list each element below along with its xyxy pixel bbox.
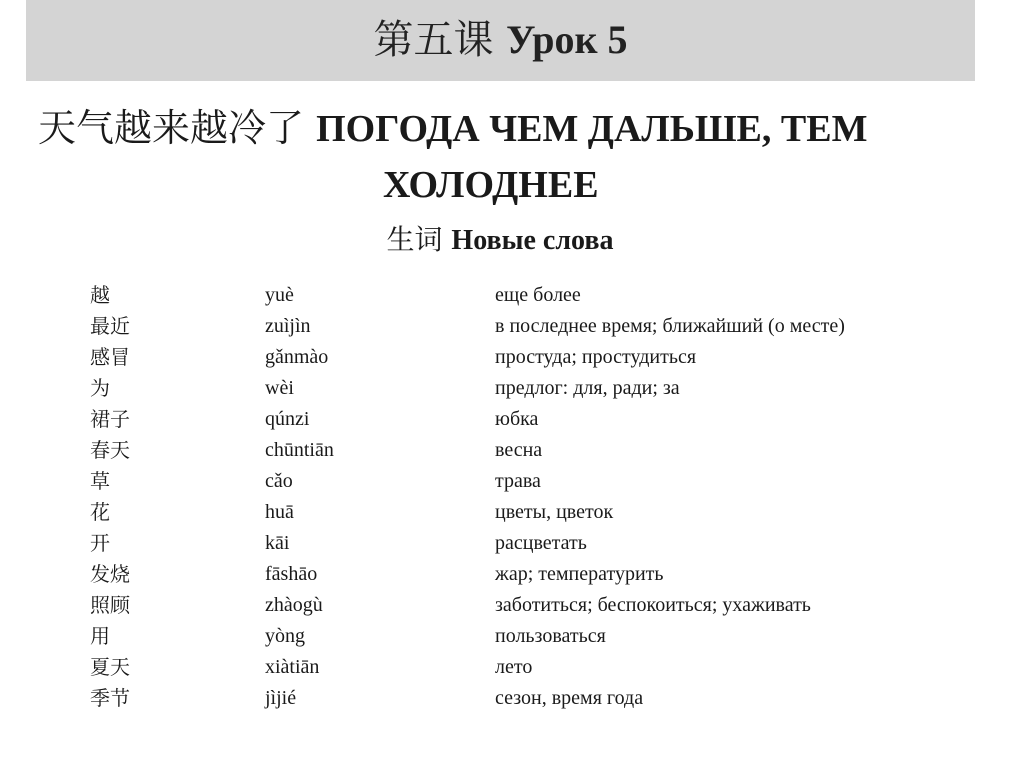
- lesson-title-russian-line1: ПОГОДА ЧЕМ ДАЛЬШЕ, ТЕМ: [316, 108, 868, 150]
- vocab-pinyin: qúnzi: [265, 408, 310, 430]
- vocab-pinyin: huā: [265, 501, 294, 523]
- vocab-row: [90, 528, 970, 559]
- vocab-pinyin: yòng: [265, 625, 305, 647]
- page-title: [26, 16, 975, 64]
- lesson-title: [38, 100, 988, 213]
- vocab-row: [90, 311, 970, 342]
- vocab-meaning: простуда; простудиться: [495, 346, 697, 368]
- vocab-meaning: цветы, цветок: [495, 501, 614, 523]
- vocab-hanzi: 花: [90, 500, 110, 524]
- vocab-hanzi: 最近: [90, 314, 130, 338]
- vocab-row: [90, 466, 970, 497]
- vocab-meaning: предлог: для, ради; за: [495, 377, 680, 399]
- vocab-meaning: трава: [495, 470, 541, 492]
- vocab-row: [90, 559, 970, 590]
- vocab-row: [90, 404, 970, 435]
- vocab-meaning: пользоваться: [495, 625, 606, 647]
- vocab-meaning: лето: [495, 656, 533, 678]
- vocab-pinyin: wèi: [265, 377, 294, 399]
- vocab-meaning: расцветать: [495, 532, 587, 554]
- vocab-row: [90, 621, 970, 652]
- vocab-row: [90, 652, 970, 683]
- vocab-hanzi: 裙子: [90, 407, 130, 431]
- vocab-hanzi: 为: [90, 376, 110, 400]
- vocabulary-list: [90, 280, 970, 714]
- vocab-pinyin: xiàtiān: [265, 656, 320, 678]
- vocab-hanzi: 发烧: [90, 562, 130, 586]
- vocab-hanzi: 季节: [90, 686, 130, 710]
- vocab-row: [90, 280, 970, 311]
- vocab-hanzi: 夏天: [90, 655, 130, 679]
- vocab-hanzi: 用: [90, 624, 110, 648]
- vocab-pinyin: yuè: [265, 284, 294, 306]
- vocab-row: [90, 683, 970, 714]
- vocab-meaning: жар; температурить: [495, 563, 664, 585]
- lesson-title-chinese: 天气越来越冷了: [38, 106, 305, 150]
- vocab-meaning: еще более: [495, 284, 581, 306]
- vocab-meaning: весна: [495, 439, 543, 461]
- vocab-hanzi: 春天: [90, 438, 130, 462]
- page-title-russian: Урок 5: [506, 17, 628, 62]
- header-bar: [26, 0, 975, 81]
- vocab-row: [90, 435, 970, 466]
- vocab-row: [90, 497, 970, 528]
- vocab-hanzi: 越: [90, 283, 110, 307]
- vocab-hanzi: 感冒: [90, 345, 130, 369]
- vocab-pinyin: chūntiān: [265, 439, 334, 461]
- vocab-row: [90, 590, 970, 621]
- vocab-pinyin: gǎnmào: [265, 346, 329, 368]
- vocab-row: [90, 373, 970, 404]
- vocab-meaning: сезон, время года: [495, 687, 644, 709]
- vocab-pinyin: zhàogù: [265, 594, 323, 616]
- vocab-pinyin: kāi: [265, 532, 290, 554]
- vocab-meaning: юбка: [495, 408, 539, 430]
- section-title-chinese: 生词: [386, 223, 443, 256]
- page-title-chinese: 第五课: [373, 17, 494, 63]
- vocab-pinyin: cǎo: [265, 470, 293, 492]
- vocab-meaning: в последнее время; ближайший (о месте): [495, 315, 845, 337]
- vocab-hanzi: 照顾: [90, 593, 130, 617]
- lesson-title-russian-line2: ХОЛОДНЕЕ: [383, 164, 599, 206]
- vocab-meaning: заботиться; беспокоиться; ухаживать: [495, 594, 811, 616]
- vocab-pinyin: zuìjìn: [265, 315, 311, 337]
- vocab-pinyin: jìjié: [265, 687, 297, 709]
- vocab-pinyin: fāshāo: [265, 563, 318, 585]
- vocab-row: [90, 342, 970, 373]
- vocab-hanzi: 开: [90, 531, 110, 555]
- vocab-hanzi: 草: [90, 469, 110, 493]
- section-title: [0, 220, 1000, 261]
- section-title-russian: Новые слова: [451, 225, 614, 256]
